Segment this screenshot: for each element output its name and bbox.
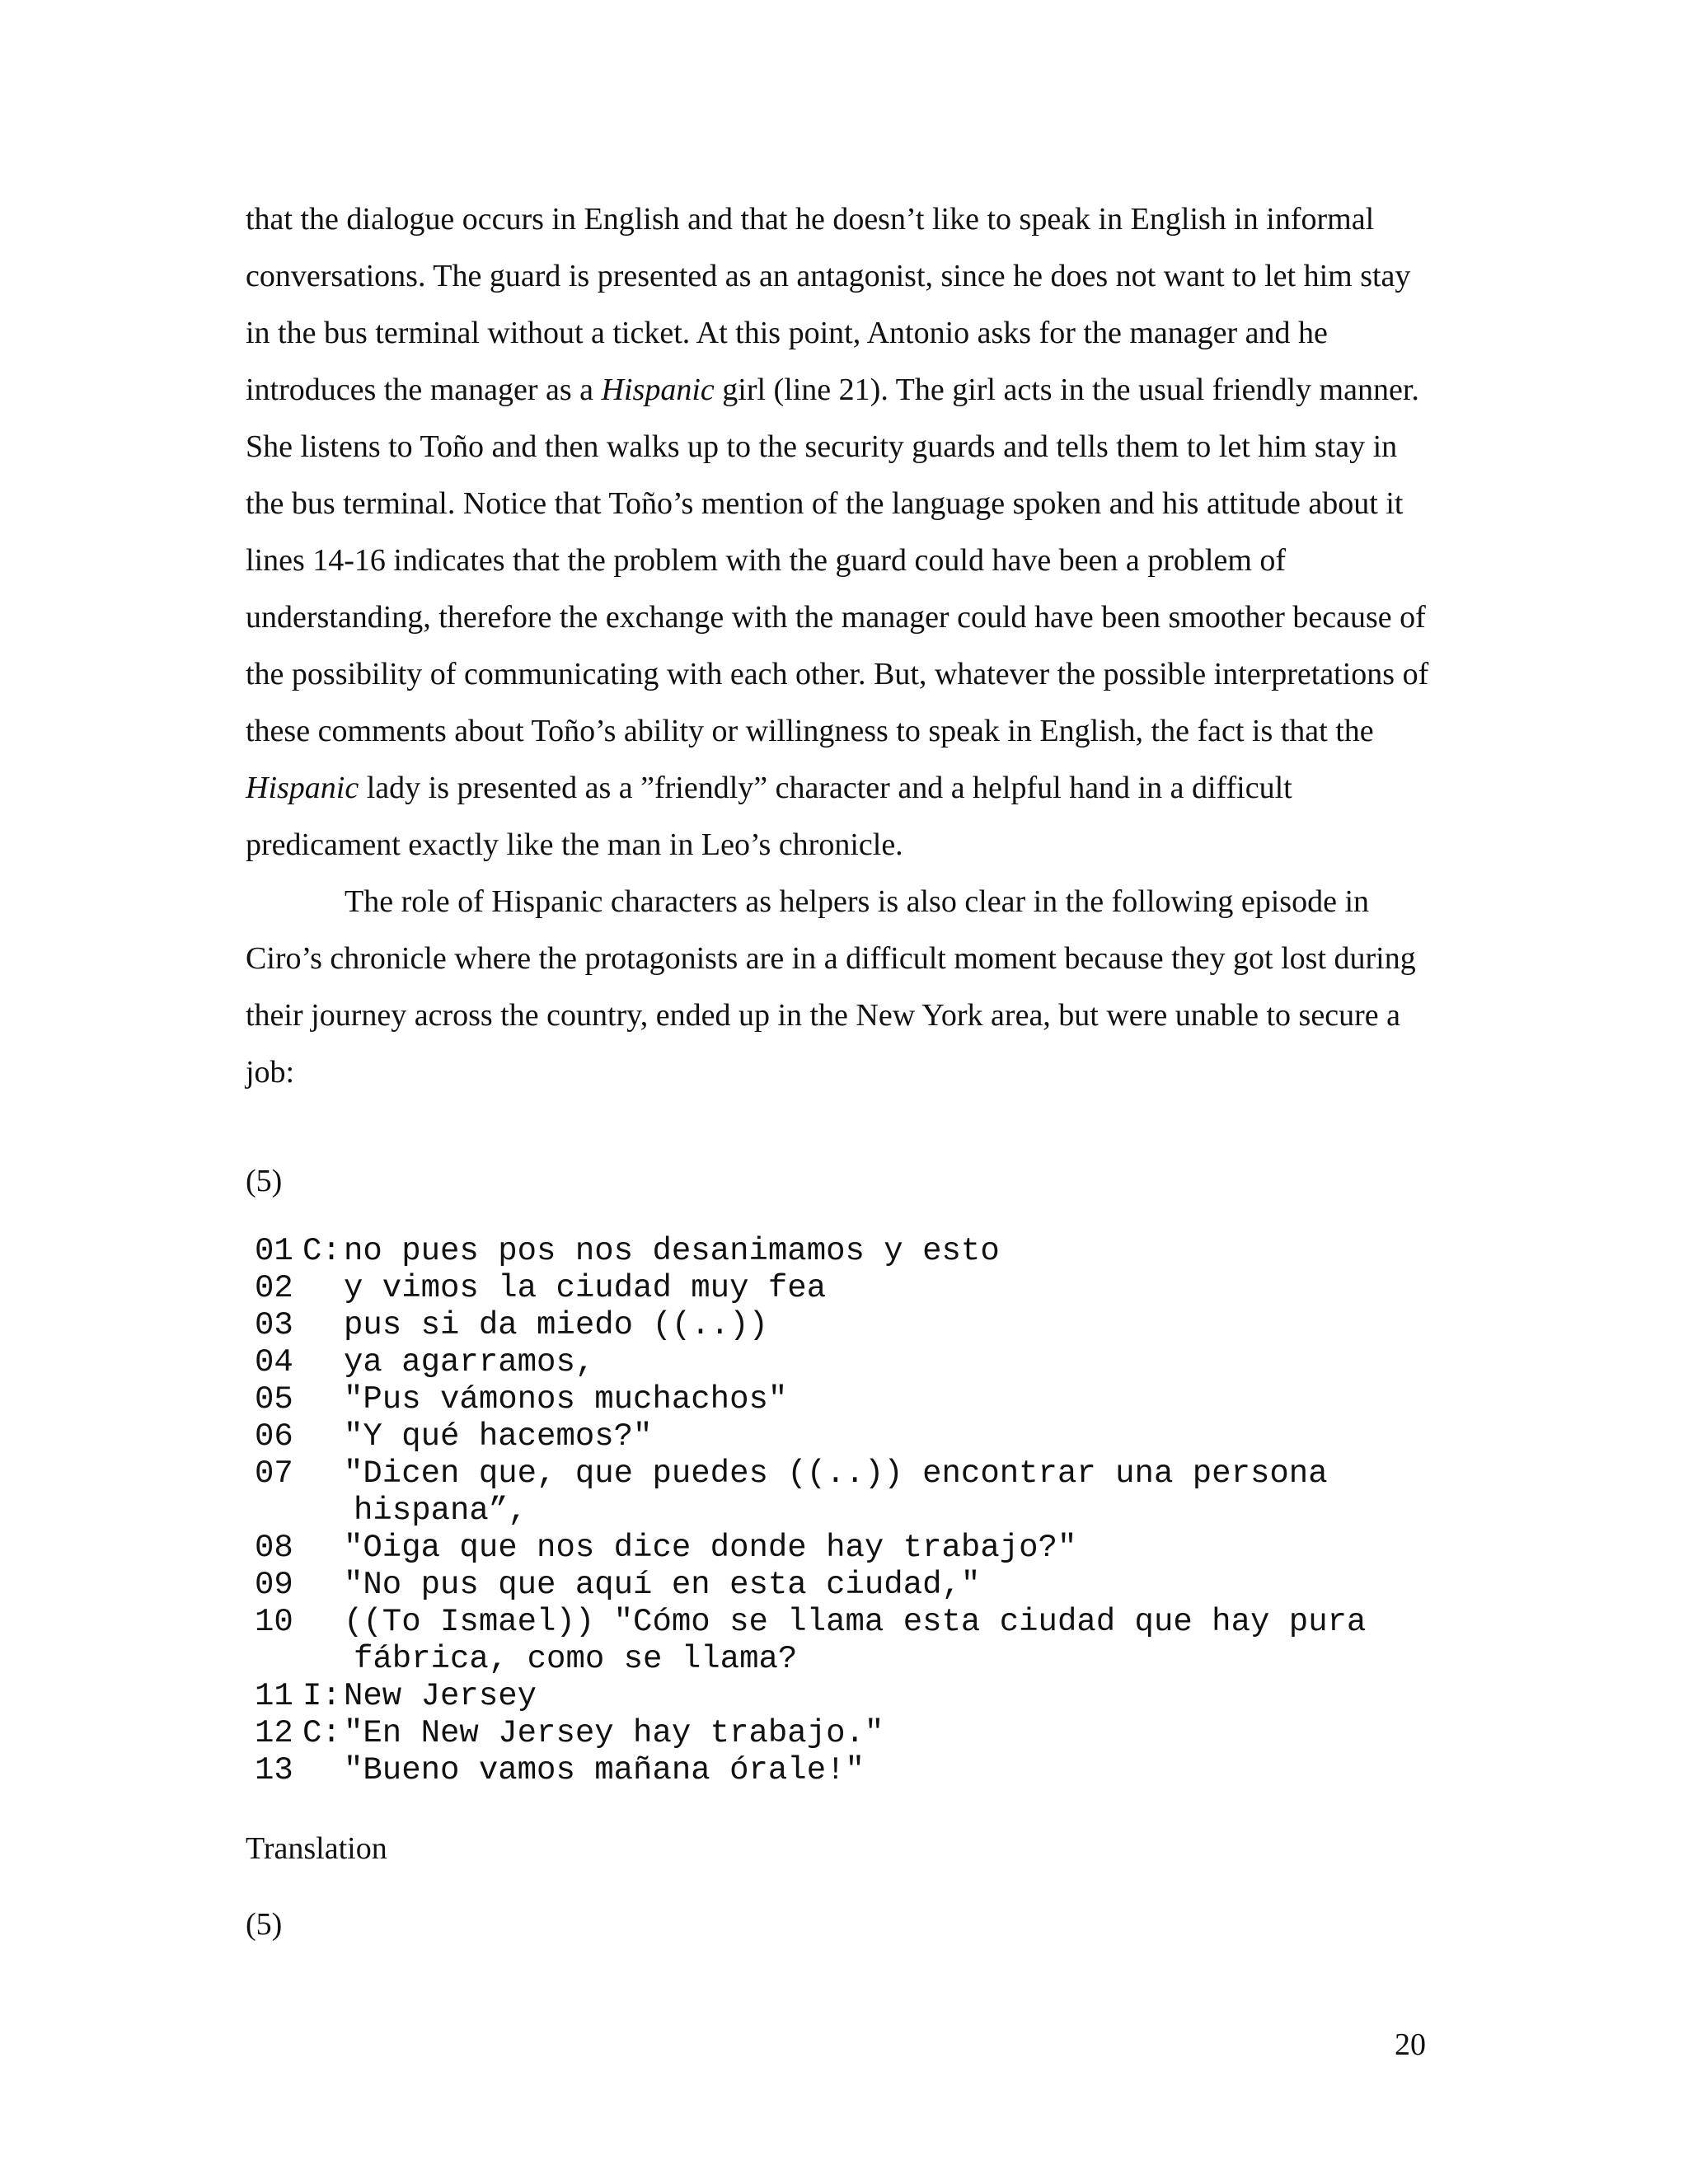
transcript-line	[255, 1715, 1425, 1752]
line-number: 06	[255, 1418, 293, 1455]
speaker-label	[302, 1381, 344, 1418]
transcript-line	[255, 1270, 1425, 1307]
utterance	[344, 1455, 1425, 1530]
transcript-line	[255, 1604, 1425, 1678]
transcript-line	[255, 1418, 1425, 1455]
line-number: 13	[255, 1752, 293, 1788]
utterance	[344, 1567, 1425, 1604]
utterance-text: "Y qué hacemos?"	[344, 1418, 653, 1455]
utterance-text: ((To Ismael)) "Cómo se llama esta ciudad que hay pura	[344, 1604, 1367, 1640]
speaker-label	[302, 1604, 344, 1678]
utterance	[344, 1715, 1425, 1752]
speaker-label	[302, 1752, 344, 1789]
transcript-line	[255, 1530, 1425, 1567]
speaker-label	[302, 1344, 344, 1381]
utterance	[344, 1270, 1425, 1307]
line-number: 08	[255, 1530, 293, 1566]
utterance-text: "No pus que aquí en esta ciudad,"	[344, 1567, 981, 1603]
speaker-label: C:	[302, 1233, 341, 1269]
utterance	[344, 1307, 1425, 1344]
example-number: (5)	[246, 1164, 283, 1198]
line-number: 10	[255, 1604, 293, 1640]
translation-heading: Translation	[246, 1831, 387, 1866]
speaker-label	[302, 1530, 344, 1567]
paragraph-1-part-3: lady is presented as a ”friendly” character and a helpful hand in a difficult predicament exactly like the man in Leo’s chronicle.	[246, 771, 1292, 862]
transcript-line	[255, 1455, 1425, 1530]
speaker-label	[302, 1567, 344, 1604]
transcript-line	[255, 1567, 1425, 1604]
paragraph-1	[246, 191, 1441, 874]
page-number: 20	[1395, 2027, 1426, 2062]
utterance-text: "Oiga que nos dice donde hay trabajo?"	[344, 1530, 1077, 1566]
utterance-continuation: fábrica, como se llama?	[354, 1641, 798, 1677]
transcript-line	[255, 1307, 1425, 1344]
utterance	[344, 1752, 1425, 1789]
utterance	[344, 1233, 1425, 1270]
speaker-label: C:	[302, 1715, 341, 1751]
utterance-text: y vimos la ciudad muy fea	[344, 1270, 827, 1306]
utterance-text: "En New Jersey hay trabajo."	[344, 1715, 884, 1751]
transcript-line	[255, 1678, 1425, 1715]
transcript-line	[255, 1381, 1425, 1418]
utterance	[344, 1344, 1425, 1381]
line-number: 09	[255, 1567, 293, 1603]
speaker-label	[302, 1270, 344, 1307]
speaker-label	[302, 1307, 344, 1344]
transcript-line	[255, 1344, 1425, 1381]
utterance	[344, 1418, 1425, 1455]
paragraph-2: The role of Hispanic characters as helpers is also clear in the following episode in Ciro’s chronicle where the protagonists are in a difficult moment because they got lost during their journey across the country, ended up in the New York area, but were unable to secure a job:	[246, 884, 1416, 1090]
utterance-text: "Bueno vamos mañana órale!"	[344, 1752, 865, 1788]
transcript-block	[255, 1233, 1425, 1789]
speaker-label	[302, 1418, 344, 1455]
utterance-text: "Dicen que, que puedes ((..)) encontrar una persona	[344, 1455, 1328, 1492]
transcript-line	[255, 1233, 1425, 1270]
italic-hispanic-2: Hispanic	[246, 771, 359, 805]
utterance-text: New Jersey	[344, 1678, 537, 1714]
line-number: 03	[255, 1307, 293, 1343]
line-number: 05	[255, 1381, 293, 1418]
body-text	[246, 191, 1441, 1101]
utterance	[344, 1678, 1425, 1715]
paragraph-1-part-2: girl (line 21). The girl acts in the usual friendly manner. She listens to Toño and then walks up to the security guards and tells them to let him stay in the bus terminal. Notice that Toño’s mention of the language spoken and his attitude about it lines 14-16 indicates that the problem with the guard could have been a problem of understanding, therefore the exchange with the manager could have been smoother because of the possibility of communicating with each other. But, whatever the possible interpretations of these comments about Toño’s ability or willingness to speak in English, the fact is that the	[246, 373, 1429, 748]
example-number-2: (5)	[246, 1907, 283, 1942]
utterance-text: "Pus vámonos muchachos"	[344, 1381, 788, 1418]
utterance-continuation: hispana”,	[354, 1493, 528, 1529]
line-number: 11	[255, 1678, 293, 1714]
speaker-label	[302, 1455, 344, 1530]
utterance	[344, 1530, 1425, 1567]
line-number: 12	[255, 1715, 293, 1751]
italic-hispanic-1: Hispanic	[601, 373, 715, 407]
line-number: 07	[255, 1455, 293, 1492]
line-number: 01	[255, 1233, 293, 1269]
line-number: 02	[255, 1270, 293, 1306]
transcript-line	[255, 1752, 1425, 1789]
line-number: 04	[255, 1344, 293, 1380]
speaker-label: I:	[302, 1678, 341, 1714]
utterance-text: no pues pos nos desanimamos y esto	[344, 1233, 1000, 1269]
paragraph-1-part-1: that the dialogue occurs in English and that he doesn’t like to speak in English in informal conversations. The guard is presented as an antagonist, since he does not want to let him stay in the bus terminal without a ticket. At this point, Antonio asks for the manager and he introduces the manager as a	[246, 202, 1411, 407]
utterance	[344, 1381, 1425, 1418]
utterance-text: ya agarramos,	[344, 1344, 595, 1380]
utterance	[344, 1604, 1425, 1678]
utterance-text: pus si da miedo ((..))	[344, 1307, 768, 1343]
